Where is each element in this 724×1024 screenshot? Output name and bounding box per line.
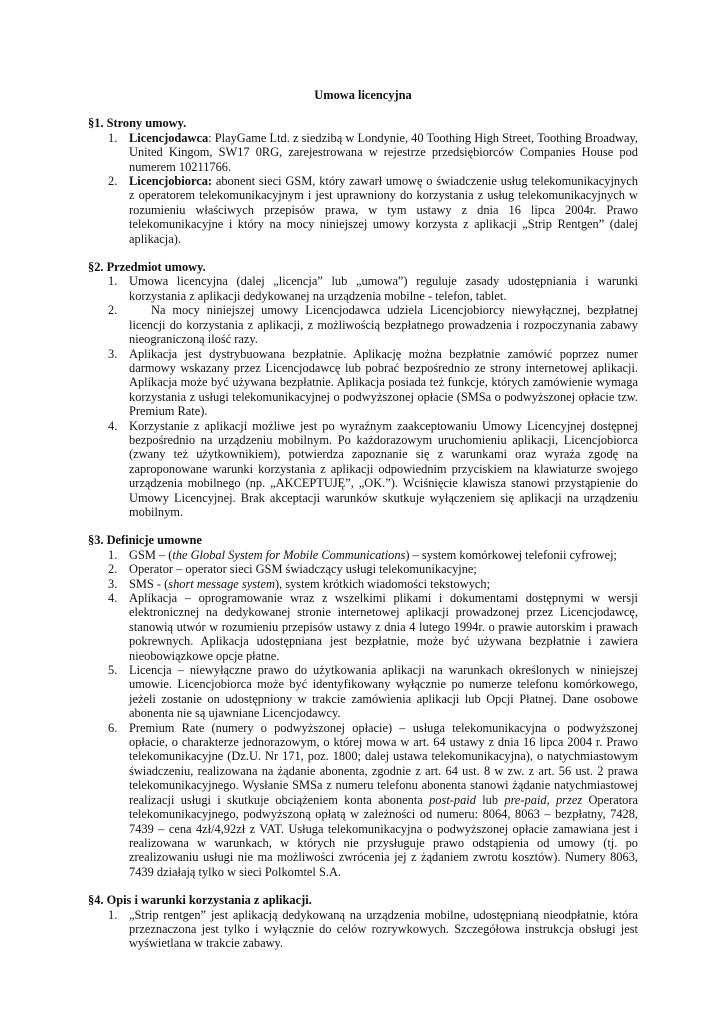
item-text: Aplikacja jest dystrybuowana bezpłatnie. Aplikację można bezpłatnie zamówić poprzez numer darmowy wskazany przez Licencjodawcę lub pobrać bezpośrednio ze strony internetowej aplikacji. Aplikacja może być używana bezpłatnie. Aplikacja posiada też funkcje, których zamówienie wymaga korzystania z usługi telekomunikacyjnej o podwyższonej opłacie (SMSa o podwyższonej opłacie tzw. Premium Rate). xyxy=(129,346,638,419)
italic-term: short message system xyxy=(168,576,275,591)
item-number: 6. xyxy=(108,720,118,735)
document-title: Umowa licencyjna xyxy=(314,88,412,102)
list-item xyxy=(88,419,638,520)
item-number: 2. xyxy=(108,303,118,318)
item-number: 2. xyxy=(108,174,118,189)
list-item xyxy=(88,303,638,346)
section-definitions xyxy=(88,533,638,879)
item-number: 3. xyxy=(108,346,118,361)
numbered-list xyxy=(88,274,638,519)
item-text: Operator – operator sieci GSM świadczący usługi telekomunikacyjne; xyxy=(129,562,477,577)
item-number: 2. xyxy=(108,562,118,577)
item-text: ) – system komórkowej telefonii cyfrowej; xyxy=(405,547,617,562)
list-item xyxy=(88,591,638,663)
item-text: lub xyxy=(475,792,505,807)
item-number: 1. xyxy=(108,547,118,562)
item-text: ), system krótkich wiadomości tekstowych; xyxy=(274,576,491,591)
item-number: 3. xyxy=(108,576,118,591)
list-item xyxy=(88,548,638,562)
item-text: Premium Rate (numery o podwyższonej opłacie) – usługa telekomunikacyjna o podwyższonej opłacie, o charakterze jednorazowym, o której mowa w art. 64 ustawy z dnia 16 lipca 2004 r. Prawo telekomunikacyjne (Dz.U. Nr 171, poz. 1800; dalej ustawa telekomunikacyjna), o natychmiastowym świadczeniu, realizowana na żądanie abonenta, zgodnie z art. 64 ust. 8 w zw. z art. 56 ust. 2 prawa telekomunikacyjnego. Wysłanie SMSa z numeru telefonu abonenta stanowi żądanie natychmiastowej realizacji usługi i skutkuje obciążeniem konta abonenta xyxy=(129,720,638,807)
section-usage xyxy=(88,893,638,951)
item-text: Na mocy niniejszej umowy Licencjodawca udziela Licencjobiorcy niewyłącznej, bezpłatnej licencji do korzystania z aplikacji, z możliwością bezpłatnego prowadzenia i rozpoczynania zabawy nieograniczoną ilość razy. xyxy=(129,303,638,347)
italic-term: post-paid xyxy=(429,792,476,807)
item-number: 4. xyxy=(108,418,118,433)
item-number: 1. xyxy=(108,274,118,289)
list-item xyxy=(88,347,638,419)
numbered-list xyxy=(88,548,638,879)
list-item xyxy=(88,577,638,591)
section-heading: §4. Opis i warunki korzystania z aplikacji. xyxy=(88,893,312,908)
item-text: Operatora telekomunikacyjnego, podwyższoną opłatą w zależności od numeru: 8064, 8063 – bezpłatny, 7428, 7439 – cena 4zł/4,92zł z VAT. Usługa telekomunikacyjna o podwyższonej opłacie zamawiana jest i realizowana w warunkach, w których nie przysługuje prawo odstąpienia od umowy (tj. po zrealizowaniu usługi nie ma możliwości zwrócenia jej z żądaniem zwrotu kosztów). Numery 8063, 7439 działają tylko w sieci Polkomtel S.A. xyxy=(129,792,638,879)
list-item xyxy=(88,274,638,303)
list-item xyxy=(88,562,638,576)
list-item xyxy=(88,174,638,246)
term-licensor: Licencjodawca xyxy=(129,130,209,145)
section-heading: §2. Przedmiot umowy. xyxy=(88,260,206,275)
item-number: 4. xyxy=(108,591,118,605)
item-text: Umowa licencyjna (dalej „licencja” lub „umowa”) reguluje zasady udostępniania i warunki korzystania z aplikacji dedykowanej na urządzenia mobilne - telefon, tablet. xyxy=(129,274,638,303)
list-item xyxy=(88,721,638,879)
list-item xyxy=(88,131,638,174)
term-licensee: Licencjobiorca: xyxy=(129,174,213,189)
list-item xyxy=(88,908,638,951)
section-heading: §3. Definicje umowne xyxy=(88,533,202,548)
numbered-list xyxy=(88,908,638,951)
item-text: „Strip rentgen” jest aplikacją dedykowaną na urządzenia mobilne, udostępnianą nieodpłatnie, która przeznaczona jest tylko i wyłącznie do celów rozrywkowych. Szczegółowa instrukcja obsługi jest wyświetlana w trakcie zabawy. xyxy=(129,907,638,951)
item-number: 1. xyxy=(108,130,118,145)
section-subject xyxy=(88,260,638,519)
section-parties xyxy=(88,116,638,246)
item-text: abonent sieci GSM, który zawarł umowę o świadczenie usług telekomunikacyjnych z operatorem telekomunikacyjnym i jest uprawniony do korzystania z usług telekomunikacyjnych w rozumieniu właściwych przepisów prawa, w tym ustawy z dnia 16 lipca 2004r. Prawo telekomunikacyjne i który na mocy niniejszej umowy korzysta z aplikacji „Strip Rentgen” (dalej aplikacja). xyxy=(129,174,638,246)
numbered-list xyxy=(88,131,638,246)
item-text: : PlayGame Ltd. z siedzibą w Londynie, 40 Toothing High Street, Toothing Broadway, United Kingom, SW17 0RG, zarejestrowana w rejestrze przedsiębiorców Companies House pod numerem 10211766. xyxy=(129,130,638,174)
item-number: 5. xyxy=(108,663,118,678)
item-text: GSM – ( xyxy=(129,547,173,562)
item-text: SMS - ( xyxy=(129,576,169,591)
italic-term: the Global System for Mobile Communications xyxy=(172,547,406,562)
item-text: Aplikacja – oprogramowanie wraz z wszelkimi plikami i dokumentami dostępnymi w wersji elektronicznej na dedykowanej stronie internetowej aplikacji prowadzonej przez Licencjodawcę, stanowią utwór w rozumieniu przepisów ustawy z dnia 4 lutego 1994r. o prawie autorskim i prawach pokrewnych. Aplikacja udostępniana jest bezpłatnie, może być używana bezpłatnie i zawiera nieobowiązkowe opcje płatne. xyxy=(129,591,638,663)
item-text: Korzystanie z aplikacji możliwe jest po wyraźnym zaakceptowaniu Umowy Licencyjnej dostępnej bezpośrednio na urządzeniu mobilnym. Po każdorazowym uruchomieniu aplikacji, Licencjobiorca (zwany też użytkownikiem), potwierdza zapoznanie się z warunkami oraz wyraża zgodę na zaproponowane warunki korzystania z aplikacji odpowiednim przyciskiem na klawiaturze swojego urządzenia mobilnego (np. „AKCEPTUJĘ”, „OK.”). Wciśnięcie klawisza stanowi przystąpienie do Umowy Licencyjnej. Brak akceptacji warunków skutkuje wyłączeniem się aplikacji na urządzeniu mobilnym. xyxy=(129,418,638,519)
item-number: 1. xyxy=(108,907,118,922)
italic-term: pre-paid, przez xyxy=(504,792,583,807)
item-text: Licencja – niewyłączne prawo do użytkowania aplikacji na warunkach określonych w niniejszej umowie. Licencjobiorca może być identyfikowany wyłącznie po numerze telefonu komórkowego, jeżeli zostanie on udostępniony w trakcie zamówienia aplikacji lub Opcji Płatnej. Dane osobowe abonenta nie są ujawniane Licencjodawcy. xyxy=(129,663,638,721)
section-heading: §1. Strony umowy. xyxy=(88,116,187,131)
list-item xyxy=(88,663,638,721)
